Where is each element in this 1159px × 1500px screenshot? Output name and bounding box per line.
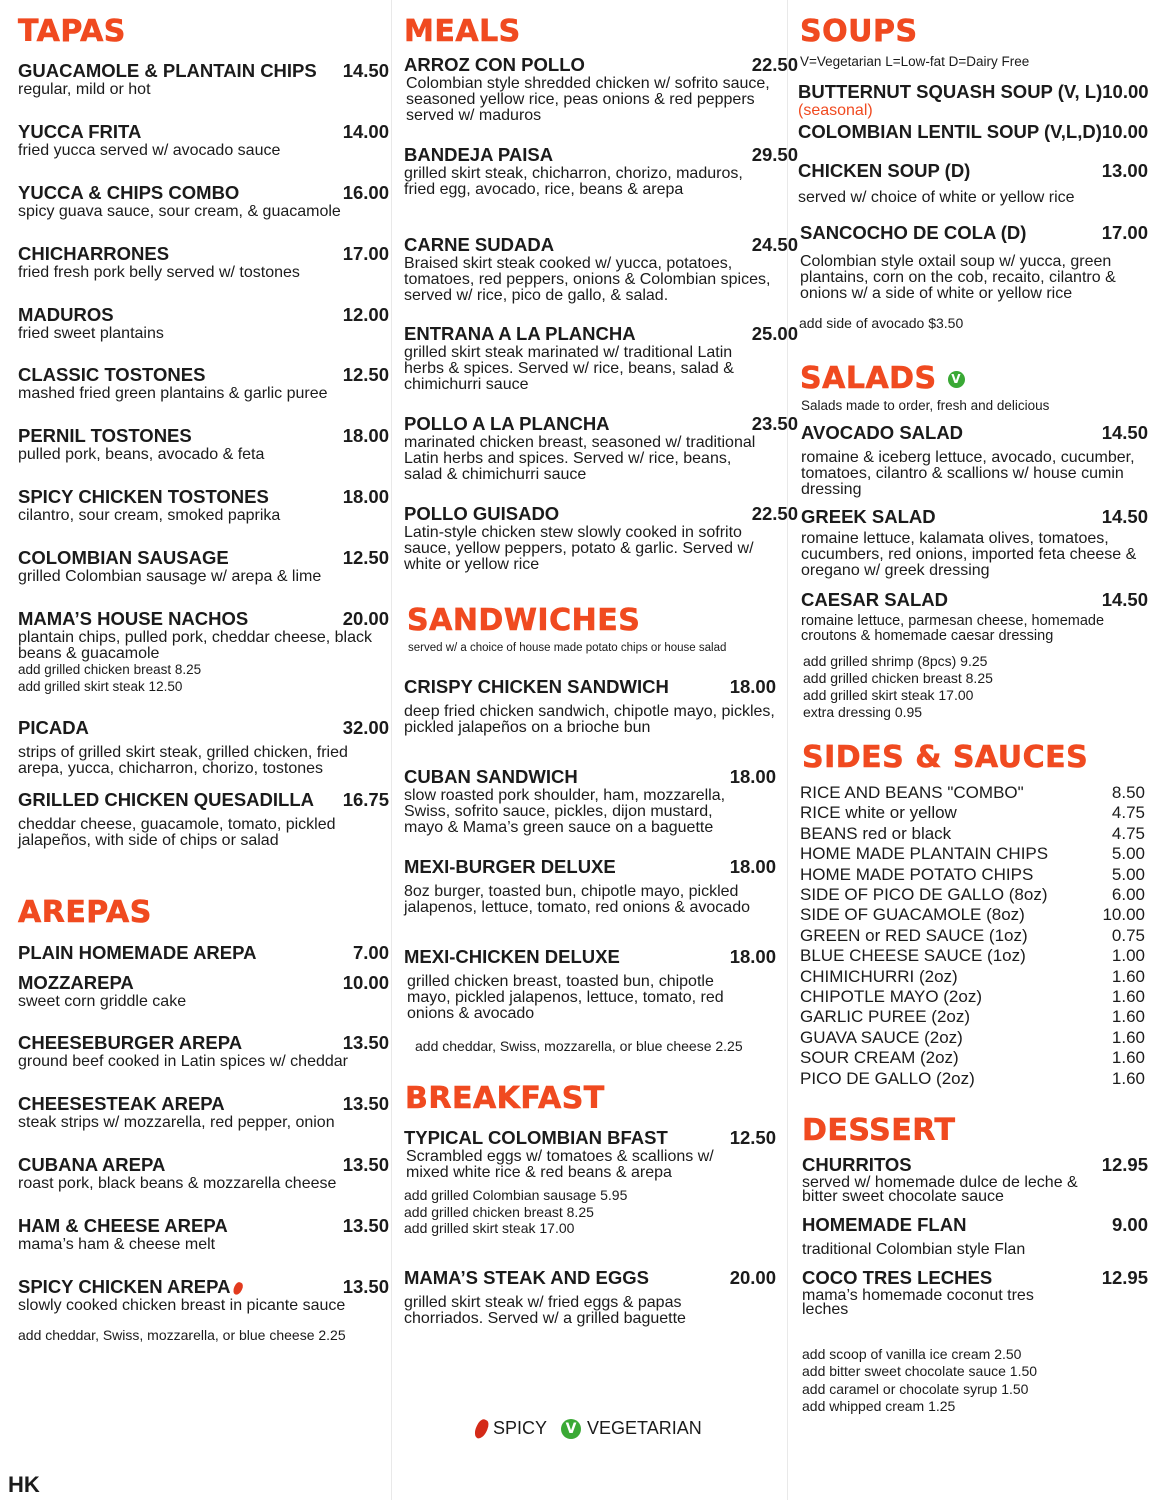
item-name: CHEESEBURGER AREPA (18, 1032, 243, 1053)
item-name: COCO TRES LECHES (802, 1267, 993, 1288)
salads-title-text: SALADS (800, 361, 937, 396)
item-price: 12.50 (342, 364, 389, 385)
menu-item (18, 364, 389, 402)
item-price: 16.00 (342, 182, 389, 203)
menu-item (798, 160, 1148, 206)
menu-item (18, 486, 389, 524)
menu-item (18, 425, 389, 463)
item-description: romaine lettuce, parmesan cheese, homemade croutons & homemade caesar dressing (801, 613, 1105, 644)
menu-item (18, 1276, 389, 1314)
item-description: served w/ homemade dulce de leche & bitter sweet chocolate sauce (802, 1174, 1078, 1205)
side-price: 4.75 (1111, 823, 1145, 843)
column-divider (391, 0, 392, 1500)
item-name: CHICKEN SOUP (D) (798, 160, 971, 181)
item-description: steak strips w/ mozzarella, red pepper, onion (18, 1114, 335, 1131)
item-description: strips of grilled skirt steak, grilled chicken, fried arepa, yucca, chicharron, chorizo, tostones (18, 744, 348, 777)
menu-item (18, 717, 389, 777)
item-price: 14.50 (1101, 589, 1148, 610)
add-on-option: add grilled skirt steak 17.00 (404, 1220, 575, 1236)
item-name: CLASSIC TOSTONES (18, 364, 206, 385)
menu-item (404, 54, 798, 124)
meals-title: MEALS (404, 14, 521, 49)
item-description: cheddar cheese, guacamole, tomato, pickled jalapeños, with side of chips or salad (18, 816, 336, 849)
item-price: 10.00 (1102, 81, 1149, 102)
item-price: 29.50 (751, 144, 798, 165)
item-description: 8oz burger, toasted bun, chipotle mayo, pickled jalapenos, lettuce, tomato, red onions & avocado (404, 883, 750, 916)
sandwiches-title: SANDWICHES (407, 603, 641, 638)
item-name: GUACAMOLE & PLANTAIN CHIPS (18, 60, 317, 81)
arepas-title: AREPAS (18, 895, 152, 930)
spicy-pepper-icon (472, 1417, 490, 1440)
item-description: grilled chicken breast, toasted bun, chipotle mayo, pickled jalapenos, lettuce, tomato, red onions & avocado (407, 973, 724, 1022)
vegetarian-icon: V (561, 1419, 581, 1439)
side-name: GREEN or RED SAUCE (1oz) (800, 925, 1028, 945)
side-name: SOUR CREAM (2oz) (800, 1048, 959, 1068)
icon-legend (476, 1418, 702, 1439)
item-description: traditional Colombian style Flan (802, 1241, 1026, 1258)
item-name: CUBAN SANDWICH (404, 766, 578, 787)
item-name: PERNIL TOSTONES (18, 425, 192, 446)
side-name: HOME MADE PLANTAIN CHIPS (800, 844, 1049, 864)
menu-item (18, 243, 389, 281)
vegetarian-icon: V (948, 371, 965, 388)
side-row (800, 926, 1148, 946)
item-name: TYPICAL COLOMBIAN BFAST (404, 1127, 668, 1148)
menu-item (404, 856, 776, 916)
menu-item (404, 144, 798, 198)
menu-item (800, 222, 1148, 302)
side-price: 1.60 (1111, 1027, 1145, 1047)
item-price: 13.50 (342, 1032, 389, 1053)
side-name: CHIMICHURRI (2oz) (800, 966, 958, 986)
item-price: 10.00 (342, 972, 389, 993)
add-on-option: add bitter sweet chocolate sauce 1.50 (802, 1363, 1038, 1380)
side-row (800, 1028, 1148, 1048)
side-name: GARLIC PUREE (2oz) (800, 1007, 971, 1027)
item-description: grilled skirt steak, chicharron, chorizo, maduros, fried egg, avocado, rice, beans & arepa (404, 165, 743, 198)
item-description: mama’s homemade coconut tres leches (802, 1287, 1034, 1318)
menu-item (802, 1154, 1148, 1204)
item-name: BANDEJA PAISA (404, 144, 554, 165)
menu-item (798, 81, 1148, 119)
item-price: 14.50 (342, 60, 389, 81)
item-name: HOMEMADE FLAN (802, 1214, 967, 1235)
item-price: 16.75 (342, 789, 389, 810)
add-on-option: add scoop of vanilla ice cream 2.50 (802, 1346, 1022, 1362)
menu-item (18, 942, 389, 964)
item-name: PICADA (18, 717, 89, 738)
item-name: POLLO A LA PLANCHA (404, 413, 610, 434)
item-name: CARNE SUDADA (404, 234, 555, 255)
side-row (800, 885, 1148, 905)
diet-legend: V=Vegetarian L=Low-fat D=Dairy Free (800, 54, 1030, 69)
side-name: RICE white or yellow (800, 803, 957, 823)
menu-item (404, 676, 776, 736)
item-description: regular, mild or hot (18, 81, 151, 98)
menu-item (18, 1215, 389, 1253)
side-row (800, 967, 1148, 987)
side-price: 6.00 (1111, 885, 1145, 905)
item-price: 12.50 (729, 1127, 776, 1148)
side-row (800, 803, 1148, 823)
add-on-option: add cheddar, Swiss, mozzarella, or blue cheese 2.25 (18, 1327, 346, 1343)
item-price: 14.00 (342, 121, 389, 142)
menu-item (18, 789, 389, 849)
item-price: 25.00 (751, 323, 798, 344)
add-on-option: add grilled chicken breast 8.25 (18, 662, 202, 677)
menu-item (18, 972, 389, 1010)
item-price: 12.50 (342, 547, 389, 568)
side-price: 4.75 (1111, 803, 1145, 823)
item-name: CHICHARRONES (18, 243, 170, 264)
item-name: MAMA’S HOUSE NACHOS (18, 608, 249, 629)
add-on-option: add grilled skirt steak 17.00 (803, 687, 974, 703)
add-on-option: add cheddar, Swiss, mozzarella, or blue cheese 2.25 (415, 1038, 743, 1054)
side-price: 5.00 (1111, 844, 1145, 864)
add-on-option: add grilled skirt steak 12.50 (18, 678, 183, 694)
column-divider (787, 0, 788, 1500)
add-on-option: add whipped cream 1.25 (802, 1397, 956, 1414)
item-name: CAESAR SALAD (801, 589, 948, 610)
item-description: grilled skirt steak marinated w/ traditional Latin herbs & spices. Served w/ rice, beans, salad & chimichurri sauce (404, 344, 734, 393)
sides-list (800, 783, 1148, 1089)
item-name: BUTTERNUT SQUASH SOUP (V, L) (798, 81, 1103, 102)
item-price: 17.00 (342, 243, 389, 264)
item-name: MEXI-CHICKEN DELUXE (404, 946, 620, 967)
menu-item (18, 1154, 389, 1192)
item-description: plantain chips, pulled pork, cheddar cheese, black beans & guacamole (18, 629, 372, 662)
side-price: 1.60 (1111, 1068, 1145, 1088)
item-price: 13.00 (1101, 160, 1148, 181)
menu-item (18, 182, 389, 220)
menu-item (798, 121, 1148, 143)
item-description: spicy guava sauce, sour cream, & guacamole (18, 203, 341, 220)
item-price: 32.00 (342, 717, 389, 738)
item-price: 22.50 (751, 503, 798, 524)
menu-item (18, 1093, 389, 1131)
item-name: ARROZ CON POLLO (404, 54, 585, 75)
item-description: marinated chicken breast, seasoned w/ traditional Latin herbs and spices. Served w/ rice, beans, salad & chimichurri sauce (404, 434, 756, 483)
side-row (800, 1048, 1148, 1068)
item-description: Colombian style shredded chicken w/ sofrito sauce, seasoned yellow rice, peas onions & red peppers served w/ maduros (406, 75, 770, 124)
item-price: 14.50 (1101, 506, 1148, 527)
sandwiches-note: served w/ a choice of house made potato chips or house salad (408, 642, 727, 654)
item-price: 22.50 (751, 54, 798, 75)
item-description: Braised skirt steak cooked w/ yucca, potatoes, tomatoes, red peppers, onions & Colombian spices, served w/ rice, pico de gallo, & salad. (404, 255, 771, 304)
add-on-option: add grilled Colombian sausage 5.95 (404, 1187, 628, 1203)
item-price: 18.00 (729, 676, 776, 697)
footer-initials: HK (8, 1472, 40, 1497)
dessert-title: DESSERT (802, 1113, 956, 1148)
item-description: fried sweet plantains (18, 325, 164, 342)
item-price: 18.00 (342, 425, 389, 446)
add-on-option: add caramel or chocolate syrup 1.50 (802, 1380, 1029, 1397)
item-name: COLOMBIAN SAUSAGE (18, 547, 229, 568)
side-price: 0.75 (1111, 925, 1145, 945)
item-description: fried fresh pork belly served w/ tostones (18, 264, 300, 281)
item-name: CHURRITOS (802, 1154, 912, 1175)
side-row (800, 1069, 1148, 1089)
item-name: AVOCADO SALAD (801, 422, 964, 443)
menu-item (18, 547, 389, 585)
side-row (800, 1007, 1148, 1027)
menu-item (404, 234, 798, 304)
item-name: CRISPY CHICKEN SANDWICH (404, 676, 669, 697)
item-description: cilantro, sour cream, smoked paprika (18, 507, 281, 524)
side-name: HOME MADE POTATO CHIPS (800, 864, 1034, 884)
item-description: romaine & iceberg lettuce, avocado, cucumber, tomatoes, cilantro & scallions w/ house cumin dressing (801, 449, 1135, 498)
side-row (800, 987, 1148, 1007)
item-name: CHEESESTEAK AREPA (18, 1093, 225, 1114)
item-price: 18.00 (729, 766, 776, 787)
add-on-option: add grilled chicken breast 8.25 (404, 1203, 594, 1220)
item-price: 20.00 (342, 608, 389, 629)
menu-item (404, 766, 776, 836)
item-name: GRILLED CHICKEN QUESADILLA (18, 789, 314, 810)
seasonal-note: (seasonal) (798, 102, 873, 119)
menu-item (404, 413, 798, 483)
spicy-pepper-icon (232, 1281, 245, 1296)
legend-spicy-label: SPICY (493, 1418, 548, 1438)
item-name: HAM & CHEESE AREPA (18, 1215, 228, 1236)
breakfast-title: BREAKFAST (405, 1081, 605, 1116)
item-name: POLLO GUISADO (404, 503, 560, 524)
item-price: 24.50 (751, 234, 798, 255)
item-name: COLOMBIAN LENTIL SOUP (V,L,D) (798, 121, 1102, 142)
item-name: SPICY CHICKEN TOSTONES (18, 486, 269, 507)
item-name: MADUROS (18, 304, 114, 325)
item-description: romaine lettuce, kalamata olives, tomatoes, cucumbers, red onions, imported feta cheese & oregano w/ greek dressing (801, 530, 1137, 579)
salads-note: Salads made to order, fresh and delicious (801, 398, 1050, 413)
side-name: BEANS red or black (800, 823, 952, 843)
item-description: deep fried chicken sandwich, chipotle mayo, pickles, pickled jalapeños on a brioche bun (404, 703, 775, 736)
side-name: SIDE OF GUACAMOLE (8oz) (800, 905, 1025, 925)
side-name: BLUE CHEESE SAUCE (1oz) (800, 946, 1026, 966)
side-name: RICE AND BEANS "COMBO" (800, 783, 1024, 802)
salad-add-ons (803, 653, 1148, 721)
item-name: MOZZAREPA (18, 972, 134, 993)
menu-item (801, 506, 1148, 579)
item-description: pulled pork, beans, avocado & feta (18, 446, 265, 463)
item-price: 12.00 (342, 304, 389, 325)
side-row (800, 844, 1148, 864)
item-name: MAMA’S STEAK AND EGGS (404, 1267, 649, 1288)
add-on-option: extra dressing 0.95 (803, 704, 923, 720)
side-row (800, 824, 1148, 844)
menu-item (18, 1032, 389, 1070)
menu-item (404, 503, 798, 573)
menu-item (18, 121, 389, 159)
side-price: 1.60 (1111, 1007, 1145, 1027)
side-price: 1.00 (1111, 946, 1145, 966)
item-description: mama’s ham & cheese melt (18, 1236, 216, 1253)
salads-title (800, 362, 965, 396)
menu-item (802, 1267, 1148, 1317)
item-name: SPICY CHICKEN AREPA (18, 1276, 231, 1297)
menu-item (801, 422, 1148, 498)
item-name: SANCOCHO DE COLA (D) (800, 222, 1027, 243)
item-name: GREEK SALAD (801, 506, 936, 527)
tapas-title: TAPAS (18, 14, 126, 49)
item-name: CUBANA AREPA (18, 1154, 166, 1175)
menu-item (801, 589, 1148, 644)
item-description: grilled skirt steak w/ fried eggs & papas chorriados. Served w/ a grilled baguette (404, 1294, 686, 1327)
item-description: slow roasted pork shoulder, ham, mozzarella, Swiss, sofrito sauce, pickles, dijon mustard, mayo & Mama’s green sauce on a baguette (404, 787, 726, 836)
item-description: Scrambled eggs w/ tomatoes & scallions w/ mixed white rice & red beans & arepa (406, 1148, 714, 1181)
dessert-add-ons (802, 1346, 1148, 1415)
item-description: grilled Colombian sausage w/ arepa & lime (18, 568, 322, 585)
item-name: MEXI-BURGER DELUXE (404, 856, 616, 877)
menu-item (802, 1214, 1148, 1258)
item-price: 13.50 (342, 1276, 389, 1297)
soups-title: SOUPS (800, 14, 918, 49)
item-price: 13.50 (342, 1215, 389, 1236)
item-price: 13.50 (342, 1093, 389, 1114)
item-price: 18.00 (729, 856, 776, 877)
add-on-option: add grilled chicken breast 8.25 (803, 670, 993, 686)
side-price: 10.00 (1102, 905, 1145, 925)
item-price: 9.00 (1111, 1214, 1148, 1235)
add-on-option: add grilled shrimp (8pcs) 9.25 (803, 653, 988, 669)
side-row (800, 905, 1148, 925)
item-price: 12.95 (1101, 1154, 1148, 1175)
item-name: ENTRANA A LA PLANCHA (404, 323, 636, 344)
menu-item (18, 60, 389, 98)
menu-item (404, 323, 798, 393)
menu-item (18, 608, 389, 695)
item-name: YUCCA & CHIPS COMBO (18, 182, 240, 203)
item-price: 7.00 (352, 942, 389, 963)
item-description: served w/ choice of white or yellow rice (798, 189, 1075, 206)
item-price: 18.00 (342, 486, 389, 507)
side-name: CHIPOTLE MAYO (2oz) (800, 987, 982, 1007)
item-price: 20.00 (729, 1267, 776, 1288)
item-name: YUCCA FRITA (18, 121, 142, 142)
menu-item (404, 1127, 776, 1237)
item-description: Colombian style oxtail soup w/ yucca, green plantains, corn on the cob, recaito, cilantro & onions w/ a side of white or yellow rice (800, 253, 1116, 302)
menu-item (18, 304, 389, 342)
side-row (800, 946, 1148, 966)
side-name: PICO DE GALLO (2oz) (800, 1068, 975, 1088)
item-description: Latin-style chicken stew slowly cooked in sofrito sauce, yellow peppers, potato & garlic. Served w/ white or yellow rice (404, 524, 754, 573)
item-price: 12.95 (1101, 1267, 1148, 1288)
item-description: mashed fried green plantains & garlic puree (18, 385, 328, 402)
item-description: roast pork, black beans & mozzarella cheese (18, 1175, 337, 1192)
side-row (800, 783, 1148, 803)
item-description: slowly cooked chicken breast in picante sauce (18, 1297, 346, 1314)
menu-item (404, 1267, 776, 1327)
item-price: 23.50 (751, 413, 798, 434)
legend-vegetarian-label: VEGETARIAN (587, 1418, 702, 1438)
item-name: PLAIN HOMEMADE AREPA (18, 942, 257, 963)
item-description: ground beef cooked in Latin spices w/ cheddar (18, 1053, 348, 1070)
item-price: 18.00 (729, 946, 776, 967)
side-price: 8.50 (1111, 783, 1145, 802)
item-price: 14.50 (1101, 422, 1148, 443)
sides-title: SIDES & SAUCES (802, 740, 1089, 775)
side-price: 1.60 (1111, 1048, 1145, 1068)
add-on-option: add side of avocado $3.50 (799, 315, 964, 331)
side-price: 1.60 (1111, 966, 1145, 986)
menu-item (404, 946, 776, 1022)
side-name: SIDE OF PICO DE GALLO (8oz) (800, 885, 1048, 905)
side-price: 5.00 (1111, 864, 1145, 884)
side-name: GUAVA SAUCE (2oz) (800, 1027, 963, 1047)
side-row (800, 865, 1148, 885)
item-price: 17.00 (1101, 222, 1148, 243)
side-price: 1.60 (1111, 987, 1145, 1007)
item-price: 13.50 (342, 1154, 389, 1175)
item-price: 10.00 (1101, 121, 1149, 142)
item-description: sweet corn griddle cake (18, 993, 187, 1010)
item-description: fried yucca served w/ avocado sauce (18, 142, 281, 159)
